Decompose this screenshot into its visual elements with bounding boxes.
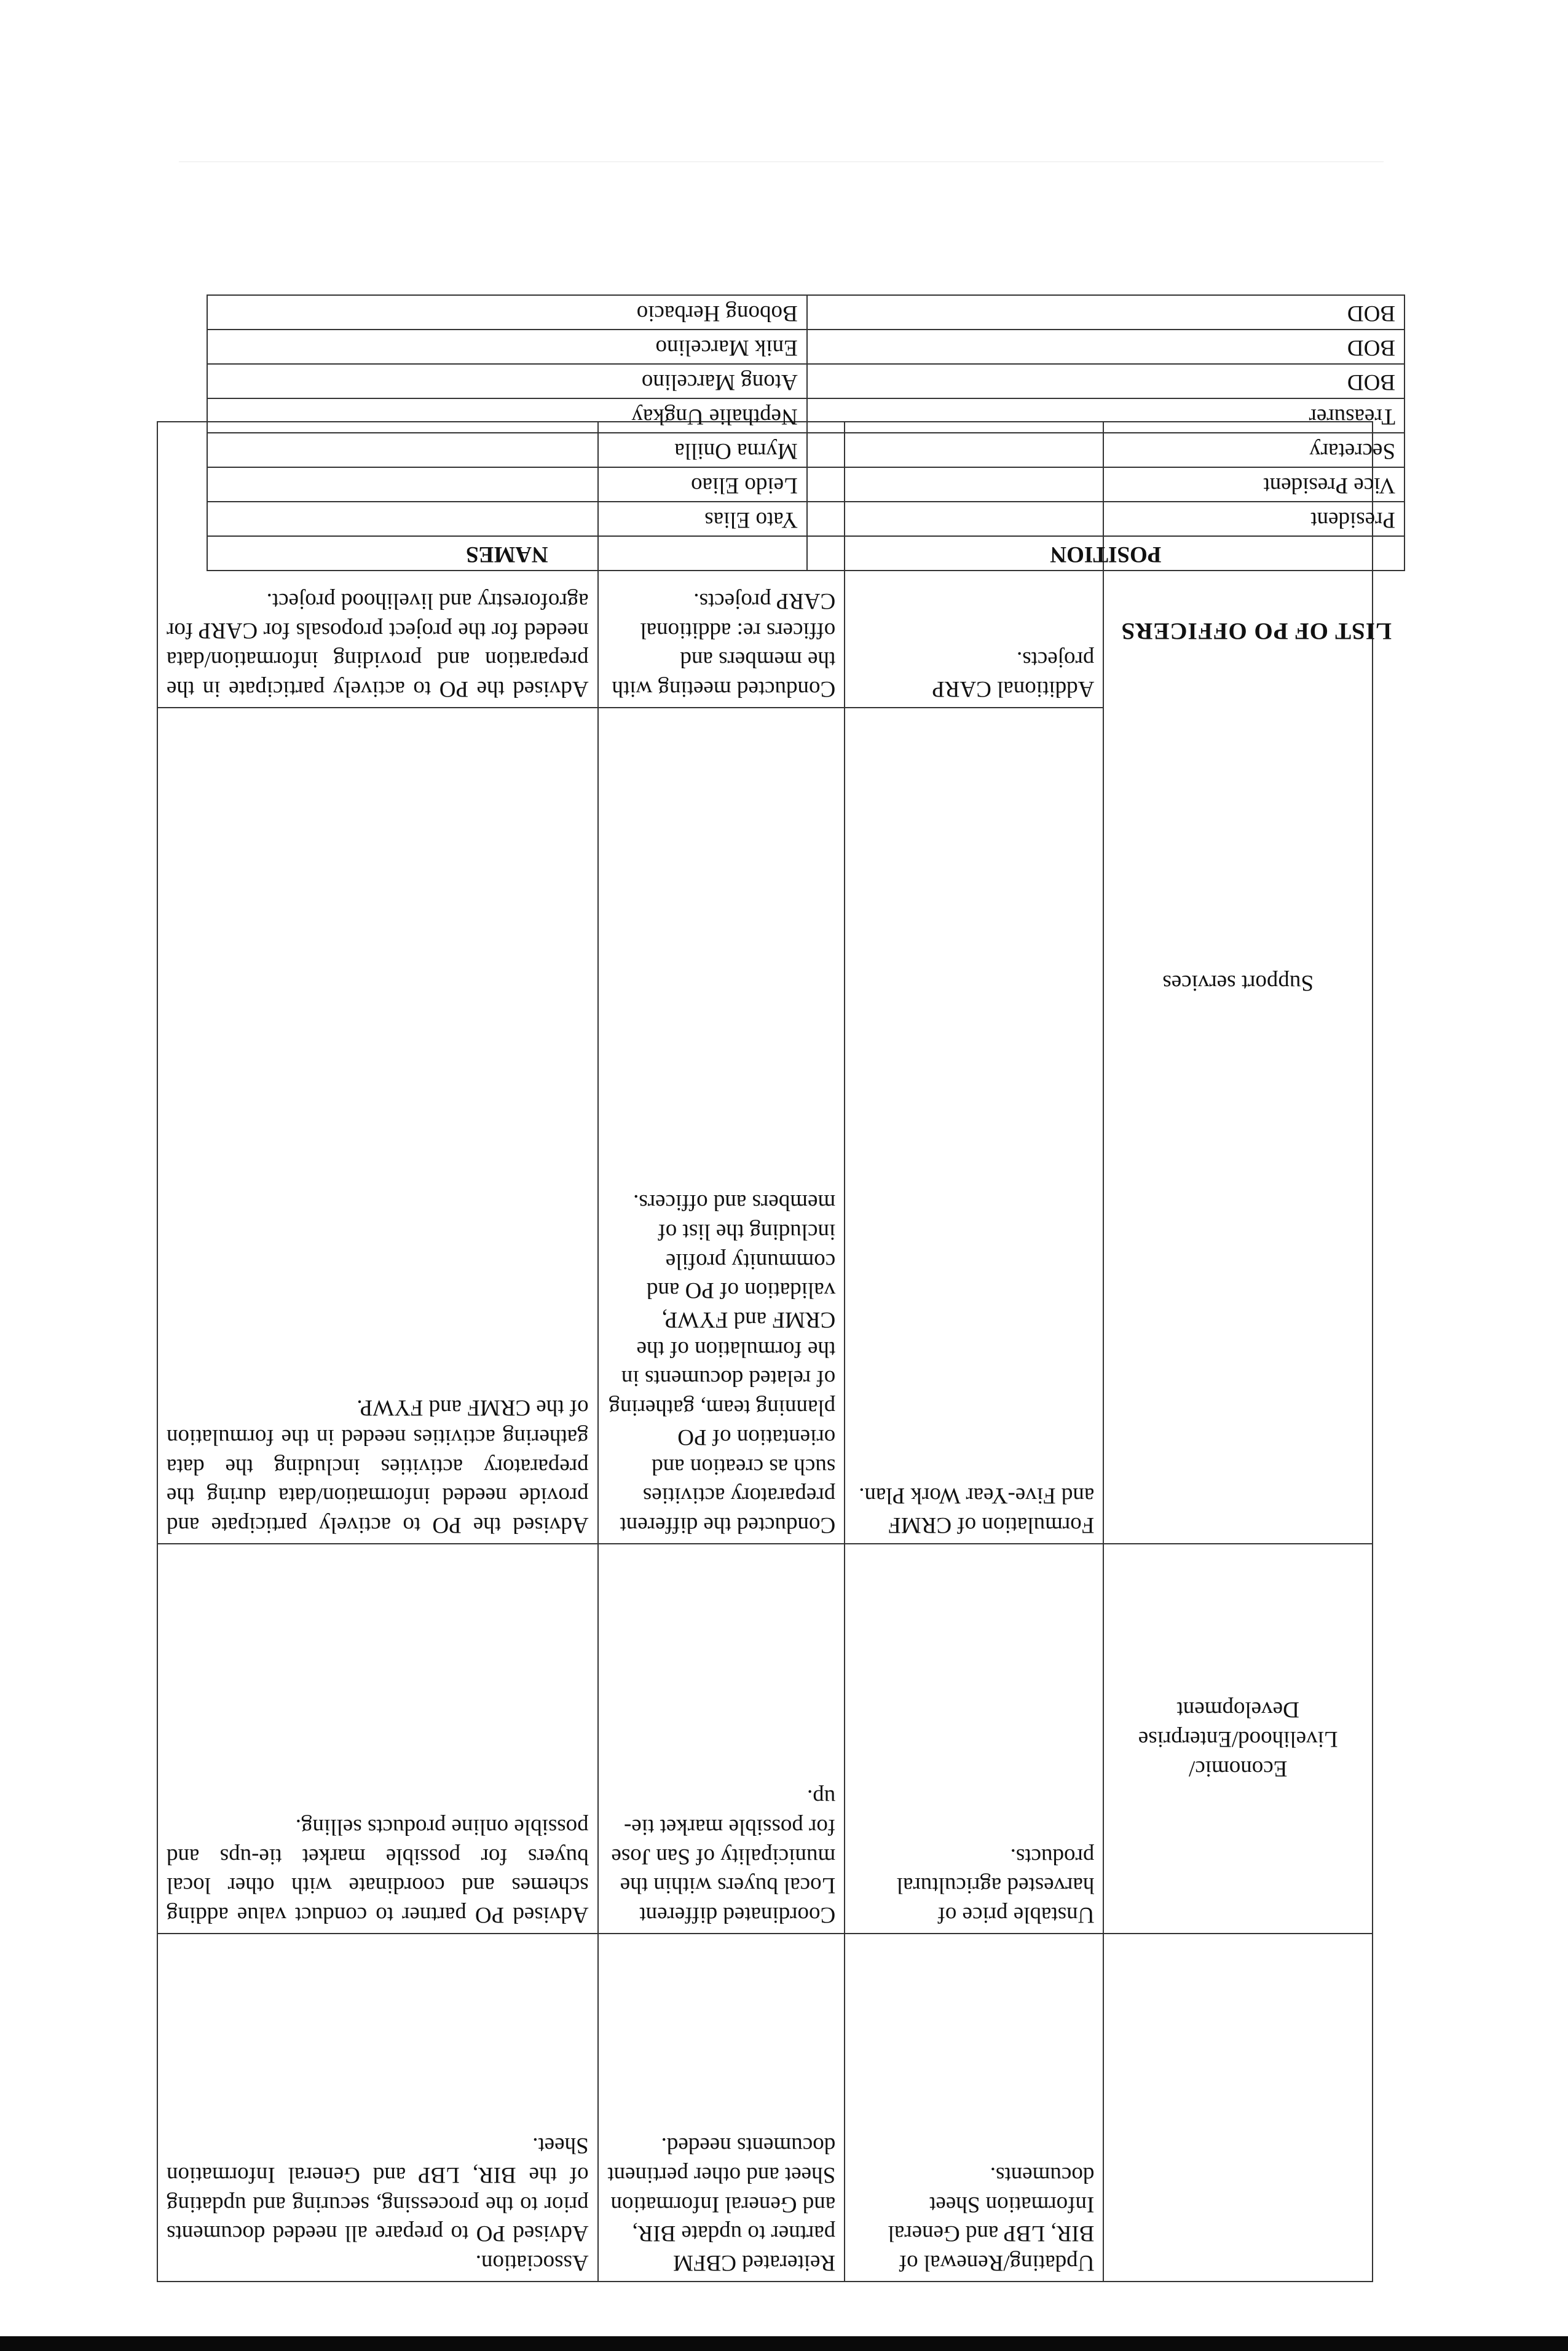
officer-name: Bobong Herbacio [207,295,807,330]
table-row [207,467,1405,502]
table-row [207,398,1405,433]
faint-scan-line [179,161,1384,162]
issue-cell: Additional CARP projects. [845,422,1103,708]
table-row [207,364,1405,398]
table-row [207,295,1405,330]
officer-name: Myrna Onilla [207,433,807,467]
recommendation-cell: Advised PO partner to conduct value adding schemes and coordinate with other local buyers for possible market tie-ups and possible online products selling. [157,1544,598,1934]
scanner-edge-bar [0,2336,1568,2351]
concern-cell: Economic/ Livelihood/Enterprise Development [1103,1544,1373,1934]
recommendation-text: Advised PO to prepare all needed documents prior to the processing, securing and updating of the BIR, LBP and General Information Sheet. [167,2133,589,2246]
officer-position: BOD [807,295,1405,330]
action-cell: Conducted the different preparatory activities such as creation and orientation of PO planning team, gathering of related documents in the formulation of the CRMF and FYWP, validation of PO and community profile including the list of members and officers. [598,708,845,1544]
table-row [207,502,1405,536]
recommendation-cell [157,1934,598,2282]
action-cell: Coordinated different Local buyers within the municipality of San Jose for possible market tie-up. [598,1544,845,1934]
table-row [207,433,1405,467]
officer-name: Yato Elias [207,502,807,536]
officers-header-row [207,536,1405,571]
activity-table [157,421,1373,2282]
officer-position: Vice President [807,467,1405,502]
concern-cell: Support services [1103,422,1373,1544]
officer-position: BOD [807,330,1405,364]
officer-name: Enik Marcelino [207,330,807,364]
table-row [157,708,1373,1544]
action-cell: Reiterated CBFM partner to update BIR, and General Information Sheet and other pertinent documents needed. [598,1934,845,2282]
table-row [157,1934,1373,2282]
officer-name: Nepthalie Ungkay [207,398,807,433]
officer-name: Atong Marcelino [207,364,807,398]
issue-cell: Unstable price of harvested agricultural products. [845,1544,1103,1934]
officer-position: BOD [807,364,1405,398]
issue-cell: Formulation of CRMF and Five-Year Work Plan. [845,708,1103,1544]
concern-cell [1103,1934,1373,2282]
officer-position: Secretary [807,433,1405,467]
concern-carryover-text: Association. [475,2250,589,2275]
recommendation-cell: Advised the PO to actively participate in the preparation and providing information/data needed for the project proposals for CARP for agroforestry and livelihood project. [157,422,598,708]
action-cell: Conducted meeting with the members and officers re: additional CARP projects. [598,422,845,708]
table-row [207,330,1405,364]
position-header: POSITION [807,536,1405,571]
names-header: NAMES [207,536,807,571]
officer-name: Leido Eliao [207,467,807,502]
recommendation-cell: Advised the PO to actively participate and provide needed information/data during the preparatory activities including the data gathering activities needed in the formulation of the CRMF and FYWP. [157,708,598,1544]
table-row [157,1544,1373,1934]
issue-cell: Updating/Renewal of BIR, LBP and General Information Sheet documents. [845,1934,1103,2282]
officers-heading: LIST OF PO OFFICERS [1121,618,1392,644]
officer-position: President [807,502,1405,536]
officer-position: Treasurer [807,398,1405,433]
officers-table [207,294,1405,571]
